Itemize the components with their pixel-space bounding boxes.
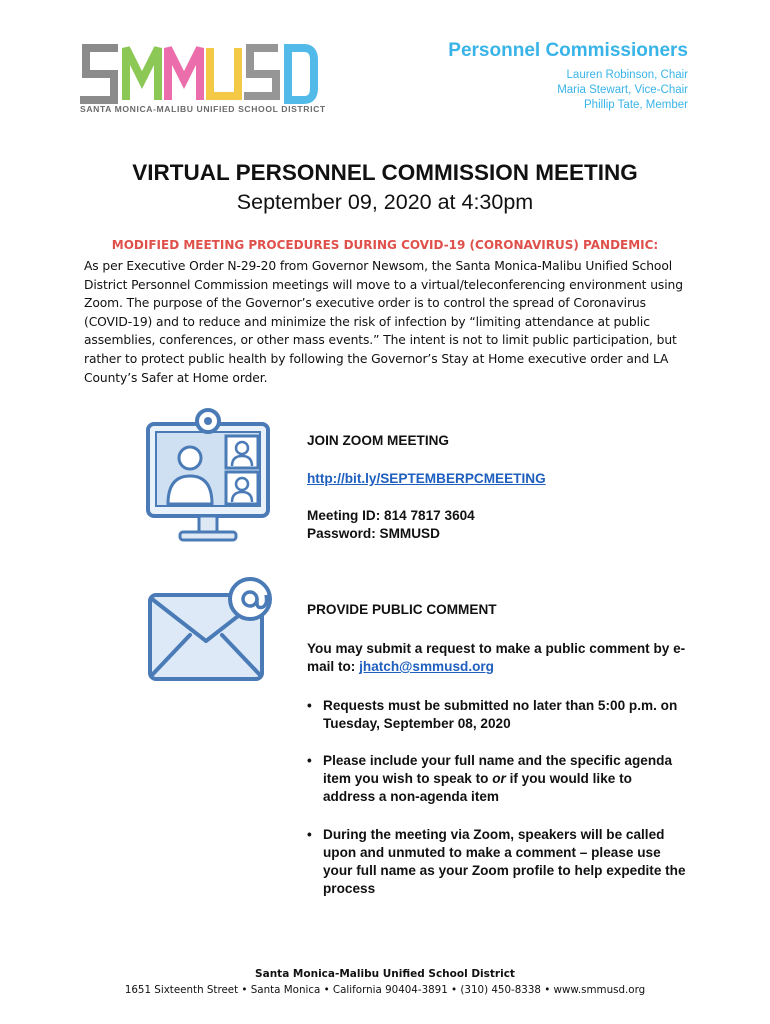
commissioner-member: Phillip Tate, Member [584, 99, 688, 111]
zoom-meeting-link[interactable]: http://bit.ly/SEPTEMBERPCMEETING [307, 471, 546, 486]
logo-tagline: SANTA MONICA-MALIBU UNIFIED SCHOOL DISTRICT [80, 104, 326, 114]
bullet-text-part: Please include your full name and the specific agenda item you wish to speak to [323, 753, 673, 786]
commissioner-chair: Lauren Robinson, Chair [566, 69, 688, 81]
meeting-title: VIRTUAL PERSONNEL COMMISSION MEETING [132, 160, 638, 185]
public-comment-email-link[interactable]: jhatch@smmusd.org [359, 659, 494, 674]
public-comment-bullet-deadline [307, 697, 687, 733]
meeting-datetime: September 09, 2020 at 4:30pm [236, 190, 534, 214]
bullet-text-emphasis: or [492, 771, 506, 786]
video-conference-monitor-icon [144, 406, 278, 546]
public-comment-intro-text: You may submit a request to make a public comment by e-mail to: [307, 641, 686, 674]
bullet-glyph: • [307, 827, 312, 842]
footer-address: 1651 Sixteenth Street • Santa Monica • California 90404-3891 • (310) 450-8338 • www.smmusd.org [124, 984, 646, 996]
footer-org: Santa Monica-Malibu Unified School District [255, 968, 515, 980]
commissioner-vice-chair: Maria Stewart, Vice-Chair [557, 84, 688, 96]
bullet-text [323, 752, 687, 806]
notice-body: As per Executive Order N-29-20 from Governor Newsom, the Santa Monica-Malibu Unified School District Personnel Commission meetings will move to a virtual/teleconferencing environment using Zoom. The purpose of the Governor’s executive order is to control the spread of Coronavirus (COVID-19) and to reduce and minimize the risk of infection by “limiting attendance at public assemblies, conferences, or other mass events.” The intent is not to limit public participation, but rather to protect public health by following the Governor’s Stay at Home executive order and LA County’s Safer at Home order. [84, 259, 683, 385]
public-comment-bullet-zoom [307, 826, 687, 898]
bullet-text-part: if you would like to address a non-agenda item [323, 771, 632, 804]
notice-heading: MODIFIED MEETING PROCEDURES DURING COVID-19 (CORONAVIRUS) PANDEMIC: [111, 238, 659, 252]
public-comment-intro [307, 640, 697, 676]
bullet-glyph: • [307, 753, 312, 768]
commissioners-title: Personnel Commissioners [448, 40, 688, 61]
email-envelope-icon [144, 575, 278, 685]
public-comment-heading: PROVIDE PUBLIC COMMENT [307, 602, 497, 617]
zoom-heading: JOIN ZOOM MEETING [307, 433, 449, 448]
bullet-text: During the meeting via Zoom, speakers will be called upon and unmuted to make a comment – please use your full name as your Zoom profile to help expedite the process [323, 827, 686, 896]
bullet-glyph: • [307, 698, 312, 713]
zoom-meeting-id: Meeting ID: 814 7817 3604 [307, 508, 475, 523]
bullet-text: Requests must be submitted no later than 5:00 p.m. on Tuesday, September 08, 2020 [323, 698, 678, 731]
zoom-password: Password: SMMUSD [307, 526, 440, 541]
commissioners-block [448, 40, 688, 113]
public-comment-bullet-name [307, 752, 687, 806]
